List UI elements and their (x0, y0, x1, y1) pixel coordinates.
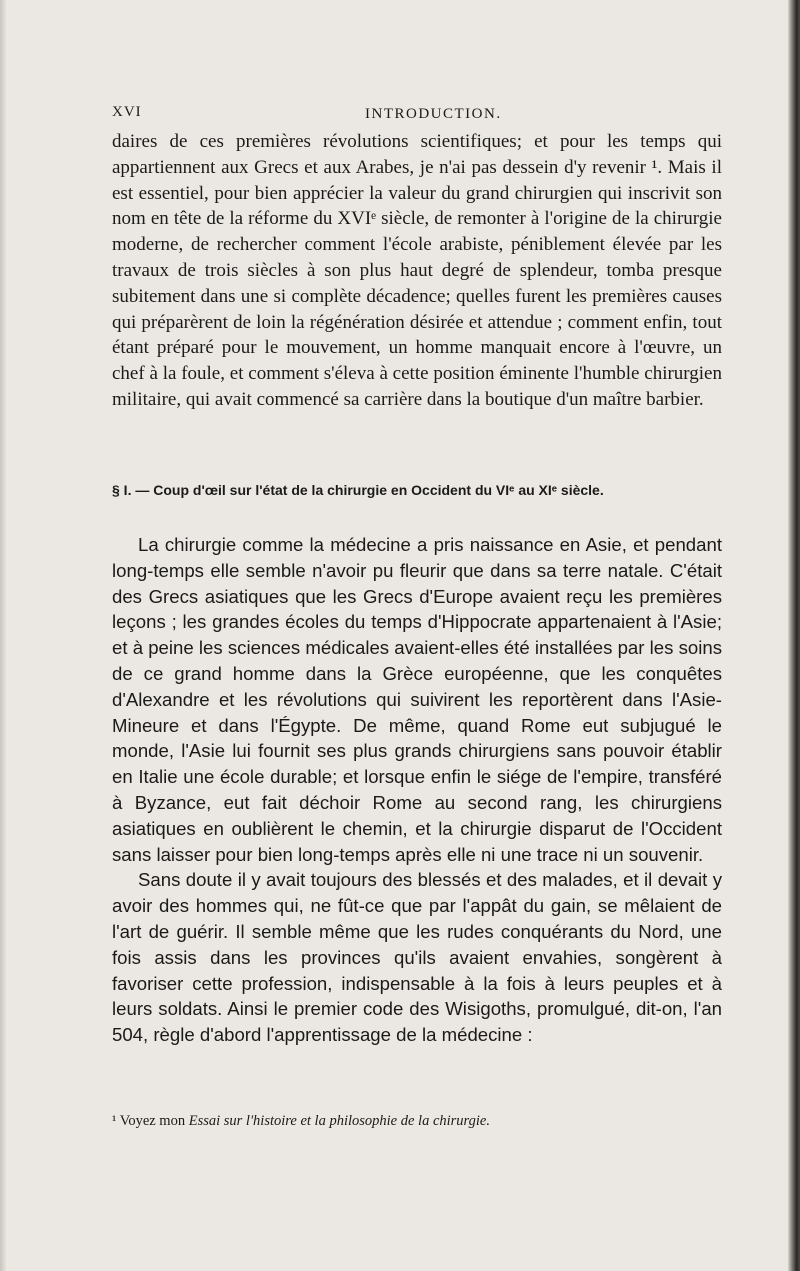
paragraph-2: La chirurgie comme la médecine a pris naissance en Asie, et pendant long-temps elle semble n'avoir pu fleurir que dans sa terre natale. C'était des Grecs asiatiques que les Grecs d'Europe avaient reçu les premières leçons ; les grandes écoles du temps d'Hippocrate appartenaient à l'Asie; et à peine les sciences médicales avaient-elles été installées par les soins de ce grand homme dans la Grèce européenne, que les conquêtes d'Alexandre et les révolutions qui suivirent les reportèrent dans l'Asie-Mineure et dans l'Égypte. De même, quand Rome eut subjugué le monde, l'Asie lui fournit ses plus grands chirurgiens sans pouvoir établir en Italie une école durable; et lorsque enfin le siége de l'empire, transféré à Byzance, eut fait déchoir Rome au second rang, les chirurgiens asiatiques en oublièrent le chemin, et la chirurgie disparut de l'Occident sans laisser pour bien long-temps après elle ni une trace ni un souvenir. (112, 534, 722, 865)
running-head: INTRODUCTION. (365, 106, 502, 122)
text-block-1 (112, 129, 722, 413)
section-title: § I. — Coup d'œil sur l'état de la chirurgie en Occident du VIᵉ au XIᵉ siècle. (112, 482, 604, 498)
book-spine-shadow (788, 0, 800, 1271)
text-block-2 (112, 532, 722, 1048)
paragraph-1: daires de ces premières révolutions scientifiques; et pour les temps qui appartiennent aux Grecs et aux Arabes, je n'ai pas dessein d'y revenir ¹. Mais il est essentiel, pour bien apprécier la valeur du grand chirurgien qui inscrivit son nom en tête de la réforme du XVIᵉ siècle, de remonter à l'origine de la chirurgie moderne, de rechercher comment l'école arabiste, péniblement élevée par les travaux de trois siècles à son plus haut degré de splendeur, tomba presque subitement dans une si complète décadence; quelles furent les premières causes qui préparèrent de loin la régénération désirée et attendue ; comment enfin, tout étant préparé pour le mouvement, un homme manquait encore à l'œuvre, un chef à la foule, et comment s'éleva à cette position éminente l'humble chirurgien militaire, qui avait commencé sa carrière dans la boutique d'un maître barbier. (112, 131, 722, 410)
paragraph-3: Sans doute il y avait toujours des blessés et des malades, et il devait y avoir des hommes qui, ne fût-ce que par l'appât du gain, se mêlaient de l'art de guérir. Il semble même que les rudes conquérants du Nord, une fois assis dans les provinces qu'ils avaient envahies, songèrent à favoriser cette profession, indispensable à la fois à leurs peuples et à leurs soldats. Ainsi le premier code des Wisigoths, promulgué, dit-on, l'an 504, règle d'abord l'apprentissage de la médecine : (112, 869, 722, 1046)
footnote-title: Essai sur l'histoire et la philosophie de la chirurgie. (188, 1113, 490, 1129)
page-left-edge (0, 0, 6, 1271)
footnote (112, 1113, 722, 1130)
page-header (112, 104, 712, 126)
footnote-prefix: ¹ Voyez mon (112, 1113, 189, 1129)
page-number: XVI (112, 104, 142, 120)
